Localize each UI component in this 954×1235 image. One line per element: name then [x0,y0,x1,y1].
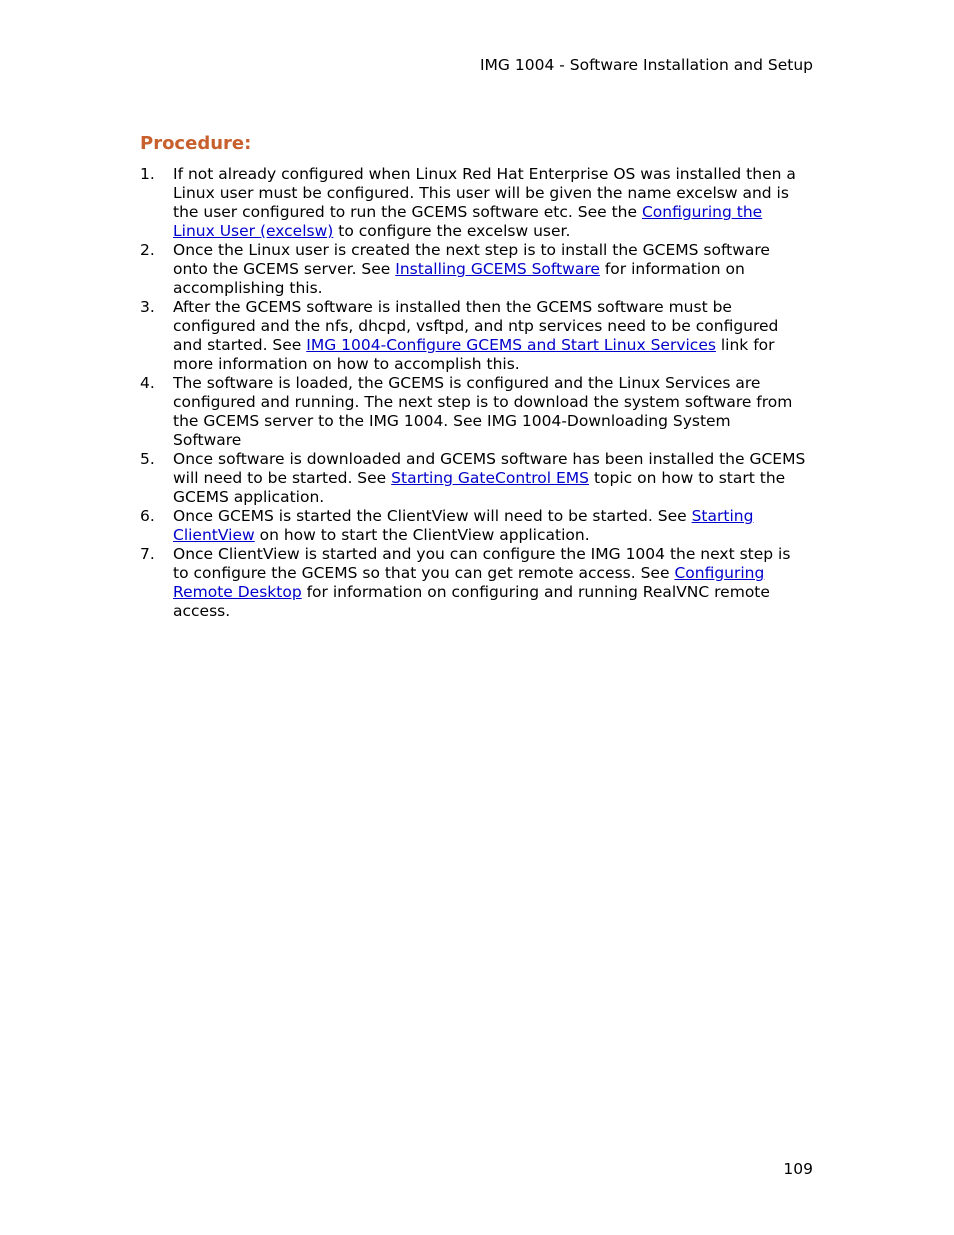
text-run: to configure the excelsw user. [333,222,571,240]
step-item [140,165,815,241]
page-number: 109 [783,1160,813,1178]
text-run: topic on how to start the [589,469,786,487]
step-text-line [173,317,815,336]
step-text [173,298,815,374]
cross-reference-link[interactable]: Installing GCEMS Software [395,260,600,278]
step-text-line [173,184,815,203]
step-text-line [173,545,815,564]
step-text-line [173,526,815,545]
step-text [173,374,815,450]
text-run: to configure the GCEMS so that you can get remote access. See [173,564,675,582]
step-number: 6. [140,507,155,525]
step-text-line [173,298,815,317]
procedure-steps-list [140,165,815,621]
text-run: Once GCEMS is started the ClientView will need to be started. See [173,507,692,525]
cross-reference-link[interactable]: Starting GateControl EMS [391,469,590,487]
cross-reference-link[interactable]: ClientView [173,526,255,544]
step-item [140,545,815,621]
text-run: onto the GCEMS server. See [173,260,396,278]
step-item [140,298,815,374]
step-number: 5. [140,450,155,468]
step-number: 3. [140,298,155,316]
step-text-line [173,260,815,279]
step-text [173,241,815,298]
step-text-line [173,336,815,355]
step-text-line [173,203,815,222]
section-heading: Procedure: [140,133,252,154]
text-run: accomplishing this. [173,279,323,297]
step-item [140,241,815,298]
step-text [173,165,815,241]
text-run: more information on how to accomplish this. [173,355,520,373]
step-text-line [173,412,815,431]
text-run: configured and running. The next step is to download the system software from [173,393,793,411]
step-text-line [173,222,815,241]
step-text-line [173,165,815,184]
text-run: If not already configured when Linux Red Hat Enterprise OS was installed then a [173,165,796,183]
text-run: Linux user must be configured. This user will be given the name excelsw and is [173,184,789,202]
text-run: configured and the nfs, dhcpd, vsftpd, and ntp services need to be configured [173,317,779,335]
step-item [140,450,815,507]
text-run: The software is loaded, the GCEMS is configured and the Linux Services are [173,374,761,392]
step-text [173,450,815,507]
step-text-line [173,583,815,602]
text-run: will need to be started. See [173,469,392,487]
step-item [140,374,815,450]
step-text-line [173,564,815,583]
text-run: the user configured to run the GCEMS software etc. See the [173,203,642,221]
text-run: Once ClientView is started and you can configure the IMG 1004 the next step is [173,545,791,563]
step-text-line [173,450,815,469]
text-run: on how to start the ClientView application. [254,526,590,544]
text-run: Once the Linux user is created the next step is to install the GCEMS software [173,241,770,259]
text-run: and started. See [173,336,307,354]
text-run: access. [173,602,231,620]
cross-reference-link[interactable]: IMG 1004-Configure GCEMS and Start Linux Services [306,336,716,354]
step-number: 2. [140,241,155,259]
cross-reference-link[interactable]: Starting [691,507,754,525]
cross-reference-link[interactable]: Linux User (excelsw) [173,222,334,240]
step-number: 4. [140,374,155,392]
cross-reference-link[interactable]: Configuring the [641,203,763,221]
text-run: GCEMS application. [173,488,325,506]
text-run: After the GCEMS software is installed then the GCEMS software must be [173,298,732,316]
text-run: Once software is downloaded and GCEMS software has been installed the GCEMS [173,450,806,468]
text-run: link for [715,336,775,354]
step-text-line [173,507,815,526]
step-number: 1. [140,165,155,183]
cross-reference-link[interactable]: Configuring [674,564,765,582]
step-text-line [173,469,815,488]
step-text-line [173,374,815,393]
step-text-line [173,393,815,412]
cross-reference-link[interactable]: Remote Desktop [173,583,302,601]
step-text [173,545,815,621]
step-text-line [173,488,815,507]
step-text-line [173,355,815,374]
step-text-line [173,431,815,450]
step-text-line [173,241,815,260]
text-run: for information on [599,260,745,278]
step-number: 7. [140,545,155,563]
running-header: IMG 1004 - Software Installation and Setup [479,56,813,74]
step-text [173,507,815,545]
step-text-line [173,602,815,621]
text-run: Software [173,431,242,449]
text-run: for information on configuring and running RealVNC remote [301,583,770,601]
step-text-line [173,279,815,298]
text-run: the GCEMS server to the IMG 1004. See IMG 1004-Downloading System [173,412,731,430]
step-item [140,507,815,545]
